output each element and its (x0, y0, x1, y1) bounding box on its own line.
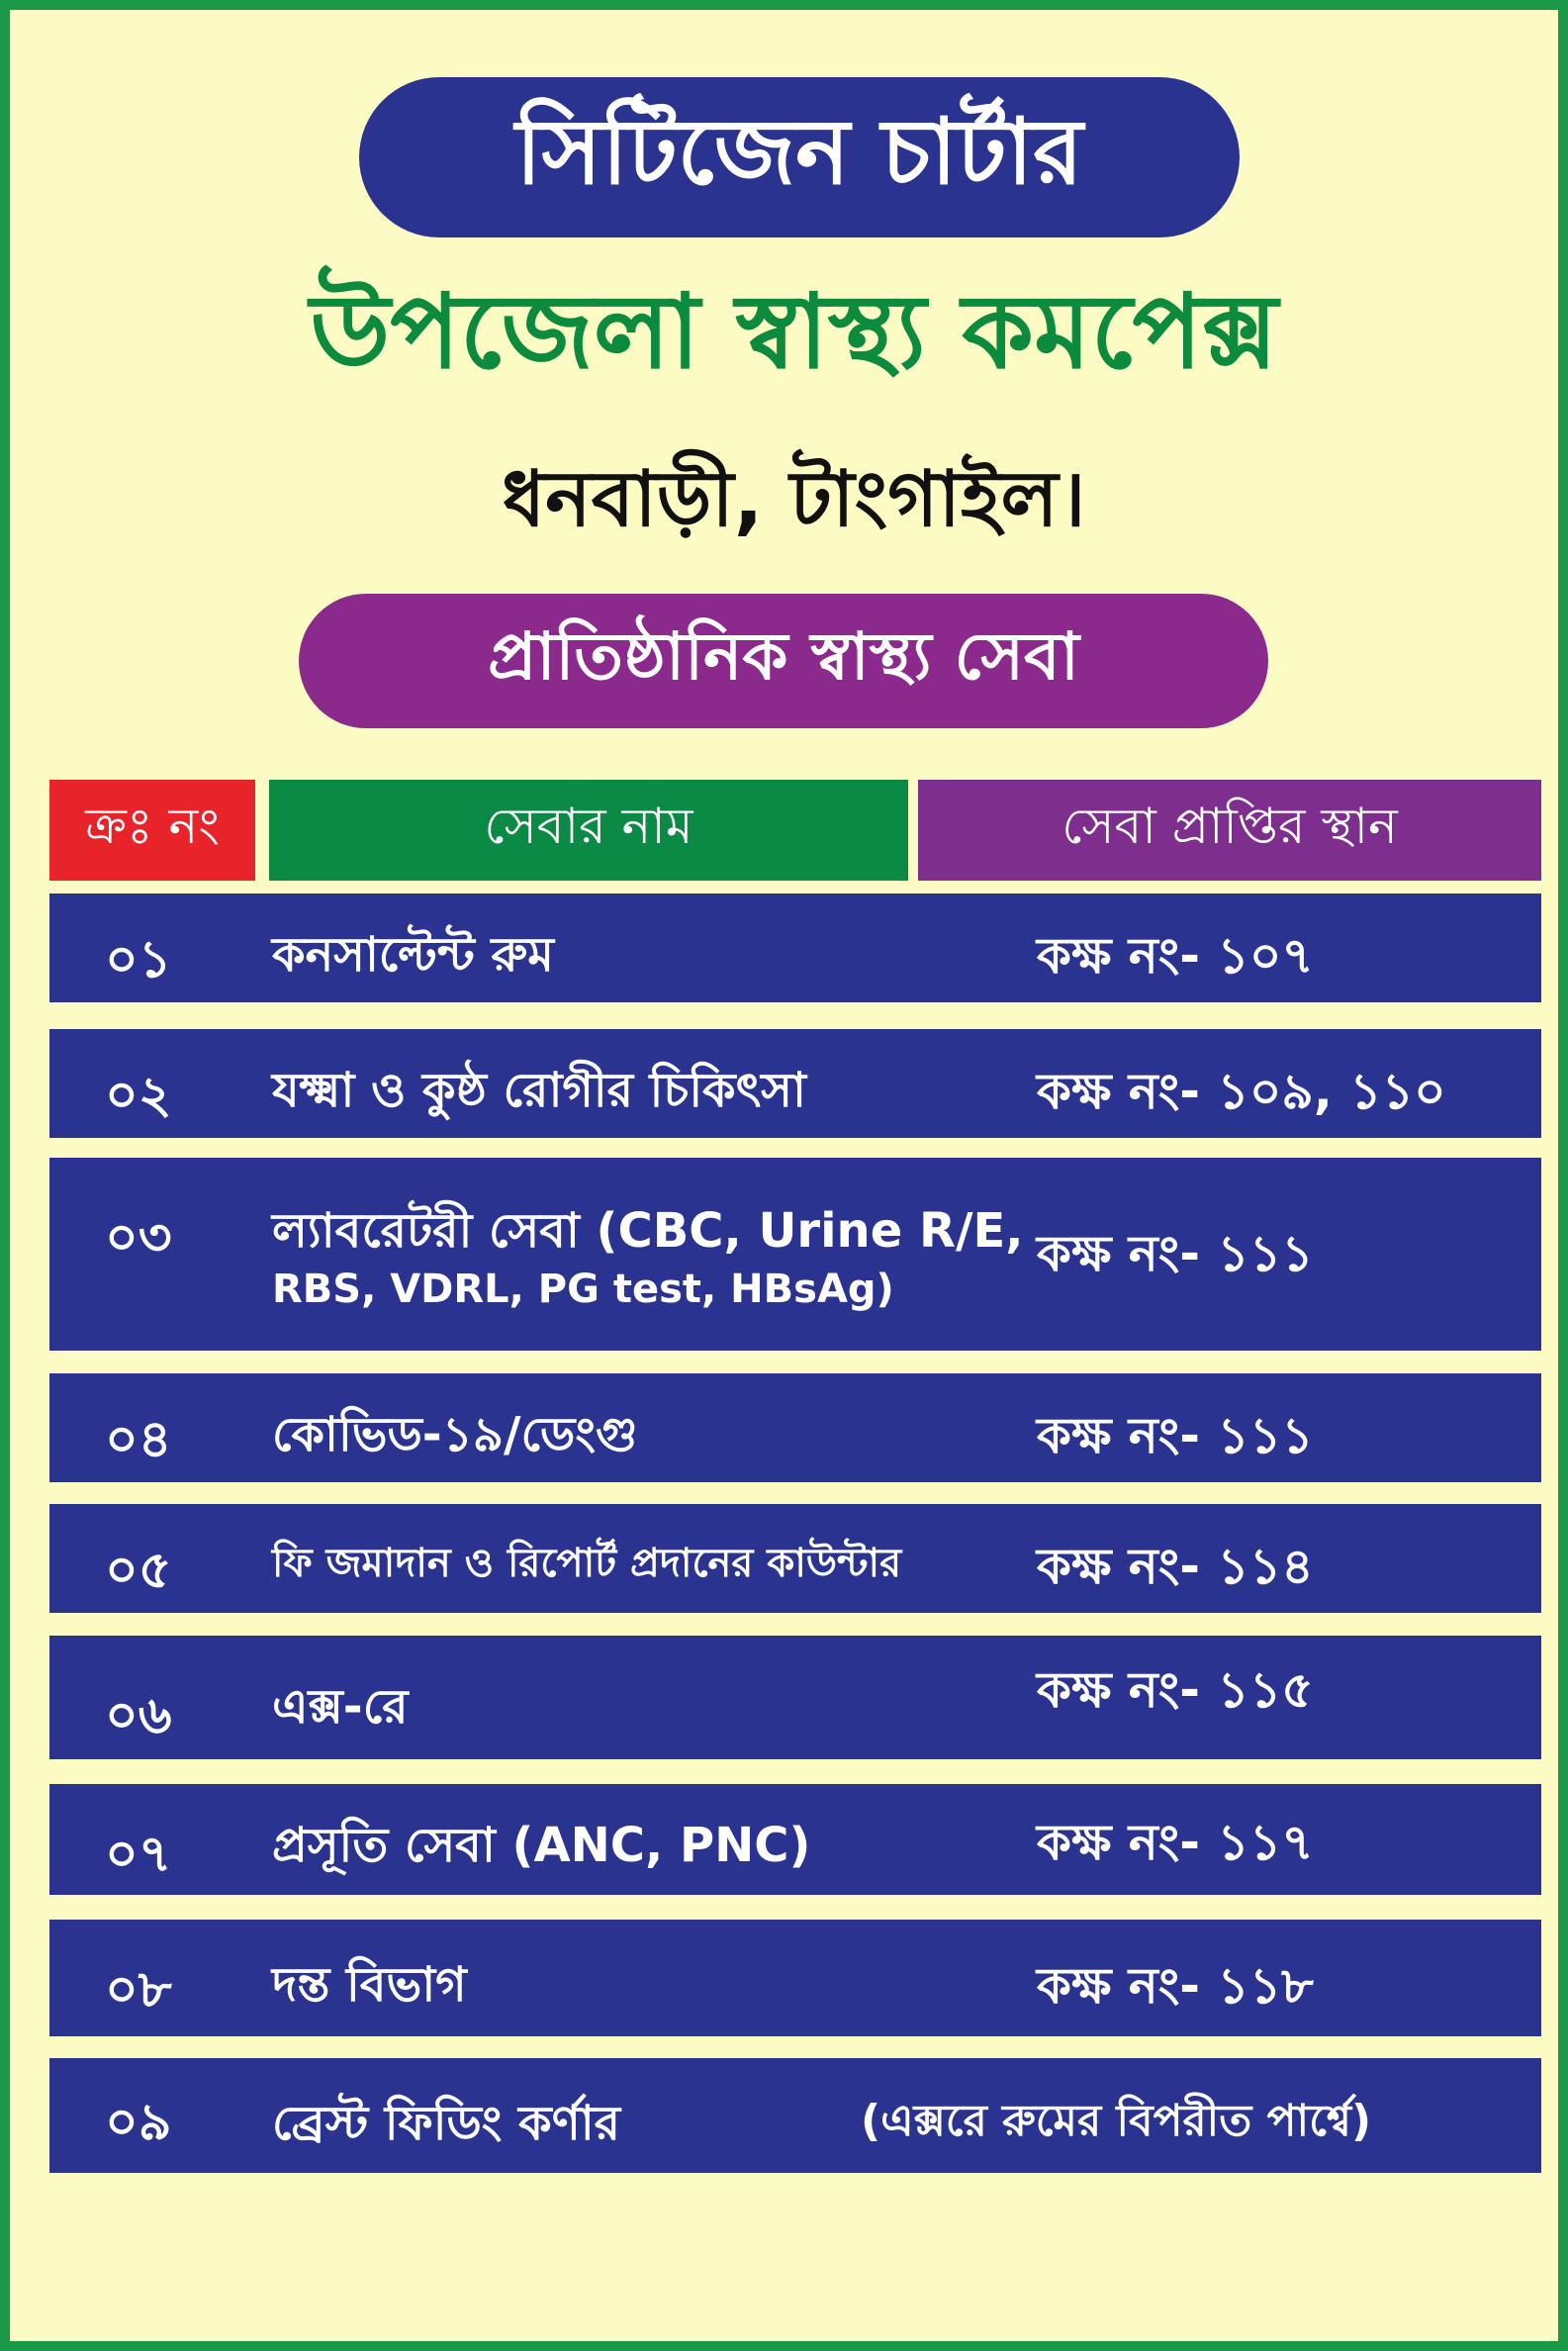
row-service-line2: RBS, VDRL, PG test, HBsAg) (272, 1267, 894, 1312)
table-row (49, 2058, 1541, 2173)
subtitle-banner: প্রাতিষ্ঠানিক স্বাস্থ্য সেবা (299, 594, 1268, 728)
row-serial: ০৭ (105, 1825, 172, 1884)
row-serial: ০৪ (105, 1410, 172, 1469)
location-text: ধনবাড়ী, টাংগাইল। (502, 455, 1086, 544)
row-serial: ০৯ (105, 2093, 172, 2152)
row-serial: ০২ (105, 1066, 172, 1125)
table-row (49, 1158, 1541, 1351)
row-service: যক্ষ্মা ও কুষ্ঠ রোগীর চিকিৎসা (272, 1063, 806, 1118)
row-service: ব্রেস্ট ফিডিং কর্ণার (272, 2096, 621, 2151)
row-place: কক্ষ নং- ১০৭ (1037, 927, 1314, 985)
row-service: এক্স-রে (272, 1679, 409, 1735)
column-header-serial: ক্রঃ নং (49, 780, 255, 881)
row-place: কক্ষ নং- ১১১ (1037, 1225, 1314, 1282)
column-header-service: সেবার নাম (269, 780, 908, 881)
table-row (49, 1373, 1541, 1482)
institution-heading: উপজেলা স্বাস্থ্য কমপেক্স (310, 271, 1278, 392)
row-service: ফি জমাদান ও রিপোর্ট প্রদানের কাউন্টার (272, 1541, 902, 1586)
row-service: কনসাল্টেন্ট রুম (272, 927, 554, 983)
row-serial: ০৫ (105, 1541, 172, 1600)
row-place: (এক্সরে রুমের বিপরীত পার্শ্বে) (861, 2096, 1372, 2146)
table-row (49, 1920, 1541, 2036)
row-place: কক্ষ নং- ১১৮ (1037, 1957, 1314, 2015)
table-row (49, 1784, 1541, 1895)
row-place: কক্ষ নং- ১১১ (1037, 1407, 1314, 1464)
column-header-place: সেবা প্রাপ্তির স্থান (918, 780, 1541, 881)
row-place: কক্ষ নং- ১০৯, ১১০ (1037, 1063, 1446, 1120)
table-row (49, 1029, 1541, 1138)
table-row (49, 1504, 1541, 1613)
citizen-charter-poster (10, 10, 1558, 2341)
row-service: কোভিড-১৯/ডেংগু (272, 1407, 638, 1462)
row-place: কক্ষ নং- ১১৫ (1037, 1661, 1314, 1719)
table-row (49, 893, 1541, 1002)
row-service: প্রসূতি সেবা (ANC, PNC) (272, 1818, 811, 1873)
row-place: কক্ষ নং- ১১৪ (1037, 1538, 1314, 1595)
table-row (49, 1636, 1541, 1759)
row-serial: ০৬ (105, 1686, 172, 1745)
row-serial: ০৩ (105, 1208, 172, 1268)
row-serial: ০৮ (105, 1960, 172, 2020)
row-service: দন্ত বিভাগ (272, 1957, 467, 2013)
row-service: ল্যাবরেটরী সেবা (CBC, Urine R/E, (272, 1203, 1024, 1259)
title-banner: সিটিজেন চার্টার (359, 77, 1240, 237)
row-serial: ০১ (105, 930, 172, 989)
row-place: কক্ষ নং- ১১৭ (1037, 1814, 1314, 1871)
